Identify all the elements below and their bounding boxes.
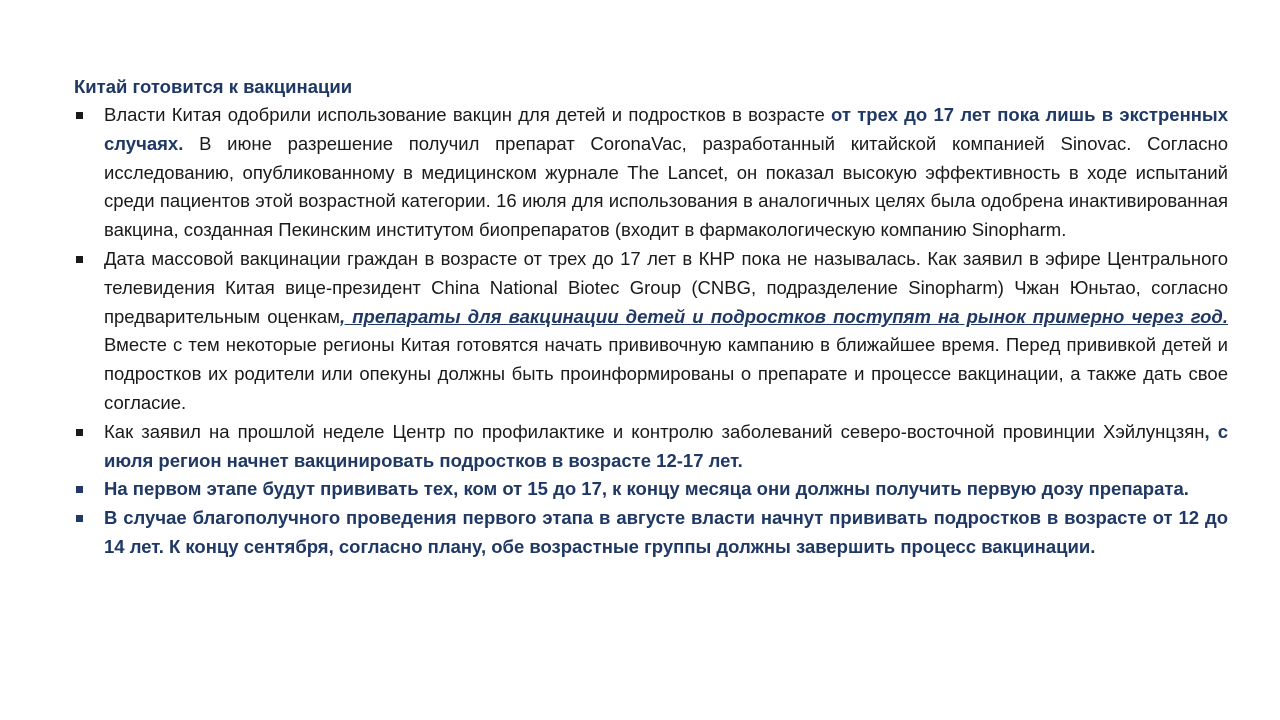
bullet-text: На первом этапе будут прививать тех, ком от 15 до 17, к концу месяца они должны получить первую дозу препарата. xyxy=(104,478,1189,500)
bullet-text: Дата массовой вакцинации граждан в возрасте от трех до 17 лет в КНР пока не называлась. Как заявил в эфире Центрального телевидения Китая вице-президент China National Biotec Group (CNBG, подразделение Sinopharm) Чжан Юньтао, согласно предварительным оценкам xyxy=(104,247,1228,327)
bullet-highlight-underlined: , препараты для вакцинации детей и подростков поступят на рынок примерно через год. xyxy=(339,305,1229,327)
square-bullet-icon xyxy=(76,486,83,493)
bullet-list xyxy=(74,101,1228,562)
bullet-text: Власти Китая одобрили использование вакцин для детей и подростков в возрасте xyxy=(104,104,832,125)
bullet-item-mass-vaccination-date xyxy=(74,245,1228,418)
bullet-item-first-stage xyxy=(74,475,1228,504)
square-bullet-icon xyxy=(76,112,83,119)
bullet-item-approval xyxy=(74,101,1228,245)
bullet-item-second-stage xyxy=(74,504,1228,562)
bullet-item-heilongjiang xyxy=(74,418,1228,476)
bullet-highlight: , с июля регион начнет вакцинировать подростков в возрасте 12-17 лет. xyxy=(104,420,1228,471)
slide-title: Китай готовится к вакцинации xyxy=(74,76,353,97)
bullet-text: В июне разрешение получил препарат CoronaVac, разработанный китайской компанией Sinovac. Согласно исследованию, опубликованному в медицинском журнале The Lancet, он показал высокую эффективность в ходе испытаний среди пациентов этой возрастной категории. 16 июля для использования в аналогичных целях была одобрена инактивированная вакцина, созданная Пекинским институтом биопрепаратов (входит в фармакологическую компанию Sinopharm. xyxy=(104,132,1228,241)
bullet-text: Как заявил на прошлой неделе Центр по профилактике и контролю заболеваний северо-восточной провинции Хэйлунцзян xyxy=(104,420,1205,442)
bullet-text: В случае благополучного проведения первого этапа в августе власти начнут прививать подростков в возрасте от 12 до 14 лет. К концу сентября, согласно плану, обе возрастные группы должны завершить процесс вакцинации. xyxy=(104,507,1228,557)
bullet-text: Вместе с тем некоторые регионы Китая готовятся начать прививочную кампанию в ближайшее время. Перед прививкой детей и подростков их родители или опекуны должны быть проинформированы о препарате и процессе вакцинации, а также дать свое согласие. xyxy=(104,334,1228,413)
bullet-highlight: от трех до 17 лет пока лишь в экстренных случаях. xyxy=(104,104,1229,154)
square-bullet-icon xyxy=(76,429,83,436)
square-bullet-icon xyxy=(76,256,83,263)
square-bullet-icon xyxy=(76,515,83,522)
slide-content xyxy=(74,72,1228,562)
